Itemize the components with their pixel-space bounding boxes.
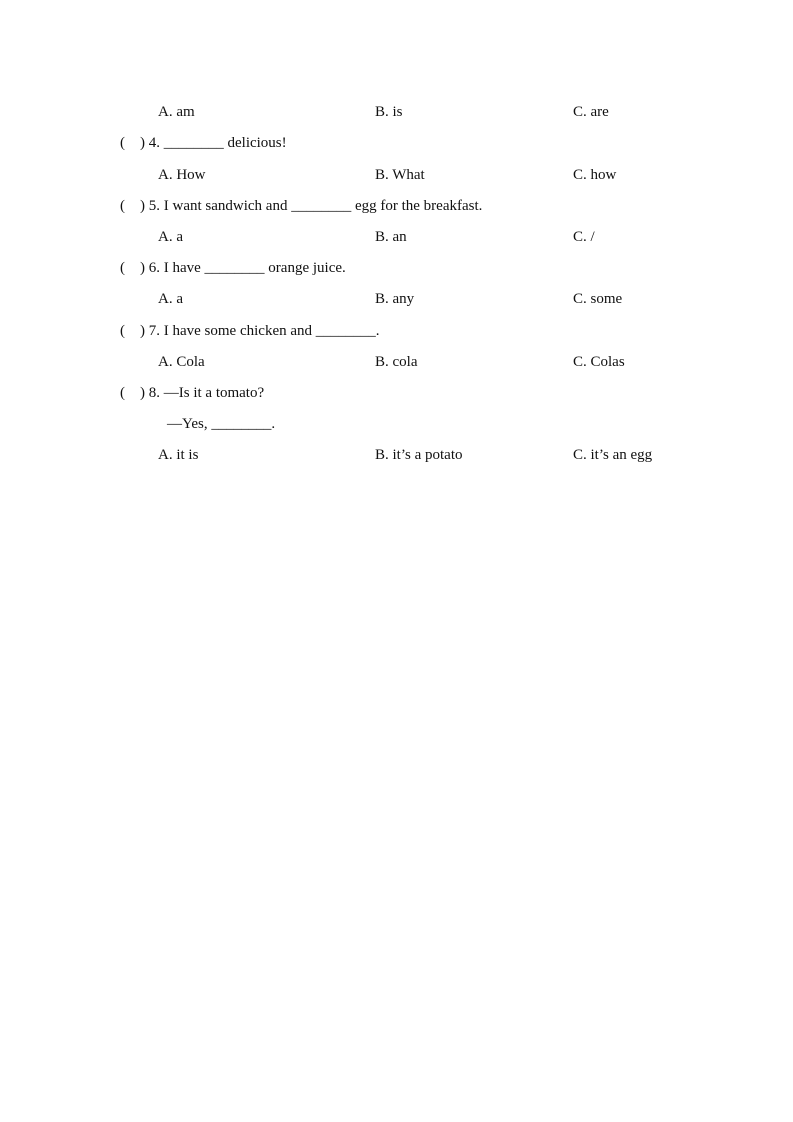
option-c: C. /: [573, 229, 595, 245]
question-stem: ( ) 8. —Is it a tomato?: [120, 385, 265, 401]
option-a: A. am: [158, 104, 195, 120]
question-reply: —Yes, ________.: [167, 416, 276, 432]
option-b: B. cola: [375, 354, 418, 370]
option-b: B. it’s a potato: [375, 447, 463, 463]
option-a: A. it is: [158, 447, 199, 463]
option-b: B. What: [375, 167, 425, 183]
option-b: B. any: [375, 291, 415, 307]
option-c: C. it’s an egg: [573, 447, 653, 463]
option-a: A. a: [158, 291, 183, 307]
option-c: C. Colas: [573, 354, 625, 370]
option-c: C. are: [573, 104, 609, 120]
question-stem: ( ) 5. I want sandwich and ________ egg for the breakfast.: [120, 198, 483, 214]
option-b: B. is: [375, 104, 403, 120]
option-a: A. How: [158, 167, 206, 183]
question-stem: ( ) 6. I have ________ orange juice.: [120, 260, 346, 276]
question-stem: ( ) 4. ________ delicious!: [120, 135, 287, 151]
option-b: B. an: [375, 229, 407, 245]
option-a: A. a: [158, 229, 183, 245]
option-a: A. Cola: [158, 354, 205, 370]
question-stem: ( ) 7. I have some chicken and ________.: [120, 323, 380, 339]
option-c: C. how: [573, 167, 617, 183]
option-c: C. some: [573, 291, 623, 307]
